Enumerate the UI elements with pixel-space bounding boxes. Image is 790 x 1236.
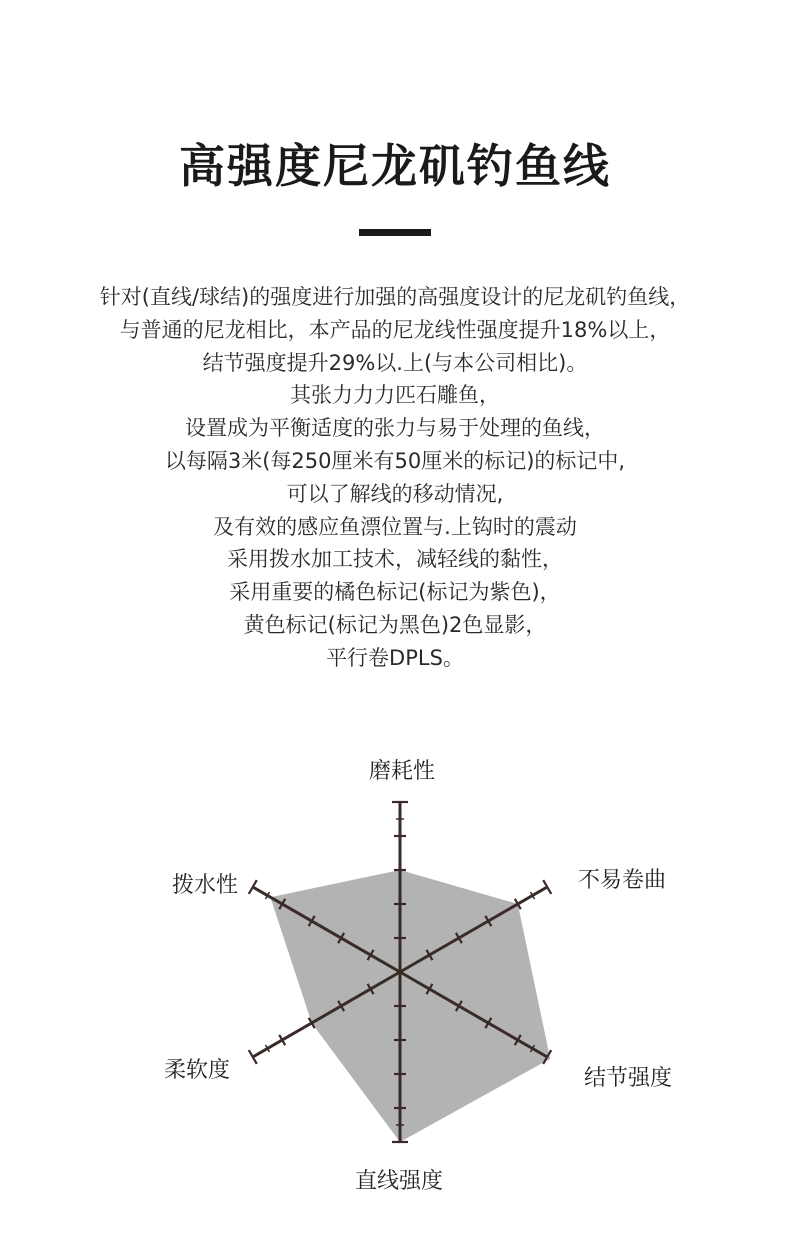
axis-label: 不易卷曲 xyxy=(578,868,667,893)
axis-label: 拨水性 xyxy=(171,873,238,898)
description-line: 采用重要的橘色标记(标记为紫色)， xyxy=(229,580,561,605)
title-underline xyxy=(359,229,431,236)
description-line: 设置成为平衡适度的张力与易于处理的鱼线， xyxy=(185,416,605,441)
description-line: 以每隔3米(每250厘米有50厘米的标记)的标记中, xyxy=(164,448,626,473)
page-title: 高强度尼龙矶钓鱼线 xyxy=(179,139,611,193)
product-description xyxy=(0,281,790,675)
description-line: 结节强度提升29%以.上(与本公司相比)。 xyxy=(202,350,588,375)
axis-label: 磨耗性 xyxy=(368,759,436,784)
description-line: 平行卷DPLS。 xyxy=(326,645,464,670)
description-line: 其张力力力匹石雕鱼， xyxy=(290,383,500,408)
description-line: 黄色标记(标记为黑色)2色显影， xyxy=(243,612,547,637)
axis-label: 结节强度 xyxy=(584,1066,673,1091)
description-line: 及有效的感应鱼漂位置与.上钩时的震动 xyxy=(213,514,577,539)
description-line: 针对(直线/球结)的强度进行加强的高强度设计的尼龙矶钓鱼线， xyxy=(99,285,691,309)
description-line: 采用拨水加工技术，减轻线的黏性， xyxy=(227,547,563,572)
axis-label: 柔软度 xyxy=(163,1058,230,1083)
axis-label: 直线强度 xyxy=(354,1169,444,1194)
description-line: 可以了解线的移动情况, xyxy=(286,481,504,506)
radar-chart xyxy=(0,740,790,1220)
description-line: 与普通的尼龙相比，本产品的尼龙线性强度提升18%以上， xyxy=(119,317,671,342)
